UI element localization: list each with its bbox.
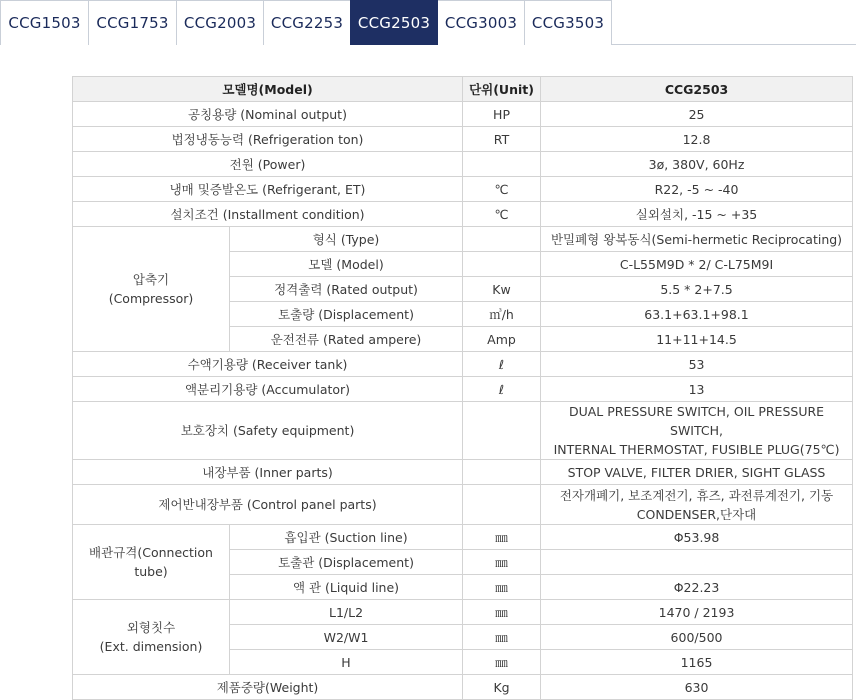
connection-group-label	[73, 525, 230, 600]
table-row	[73, 127, 853, 152]
table-row	[73, 352, 853, 377]
table-row	[73, 525, 853, 550]
safety-value-line1: DUAL PRESSURE SWITCH, OIL PRESSURE SWITCH,	[568, 404, 825, 438]
row-value: 53	[541, 352, 853, 377]
row-unit: ㎜	[463, 550, 541, 575]
row-value: 실외설치, -15 ~ +35	[541, 202, 853, 227]
row-label: 내장부품 (Inner parts)	[73, 460, 463, 485]
table-header-row	[73, 77, 853, 102]
row-label: 형식 (Type)	[230, 227, 463, 252]
row-value: Φ22.23	[541, 575, 853, 600]
row-unit: ㎜	[463, 650, 541, 675]
row-value: 1470 / 2193	[541, 600, 853, 625]
table-row	[73, 102, 853, 127]
safety-value-line2: INTERNAL THERMOSTAT, FUSIBLE PLUG(75℃)	[553, 442, 840, 457]
row-unit: ㎥/h	[463, 302, 541, 327]
table-row	[73, 485, 853, 525]
table-row	[73, 177, 853, 202]
row-value: 63.1+63.1+98.1	[541, 302, 853, 327]
row-unit: ℓ	[463, 377, 541, 402]
row-label: 토출관 (Displacement)	[230, 550, 463, 575]
table-row	[73, 402, 853, 460]
row-value	[541, 550, 853, 575]
table-row	[73, 460, 853, 485]
row-value: 3ø, 380V, 60Hz	[541, 152, 853, 177]
row-unit: ㎜	[463, 575, 541, 600]
row-unit	[463, 252, 541, 277]
row-label: 운전전류 (Rated ampere)	[230, 327, 463, 352]
row-value: 반밀폐형 왕복동식(Semi-hermetic Reciprocating)	[541, 227, 853, 252]
row-value: 600/500	[541, 625, 853, 650]
row-label: 제품중량(Weight)	[73, 675, 463, 700]
row-label: 설치조건 (Installment condition)	[73, 202, 463, 227]
row-label: 공칭용량 (Nominal output)	[73, 102, 463, 127]
row-label: 토출량 (Displacement)	[230, 302, 463, 327]
row-value: 11+11+14.5	[541, 327, 853, 352]
tab-ccg1753[interactable]: CCG1753	[88, 0, 177, 45]
tab-ccg2003[interactable]: CCG2003	[176, 0, 264, 45]
dimension-label-en: (Ext. dimension)	[99, 639, 203, 654]
tab-ccg1503[interactable]: CCG1503	[0, 0, 89, 45]
spec-table	[72, 76, 853, 700]
header-model: 모델명(Model)	[73, 77, 463, 102]
table-row	[73, 202, 853, 227]
row-value: 5.5 * 2+7.5	[541, 277, 853, 302]
tab-ccg2253[interactable]: CCG2253	[263, 0, 351, 45]
row-label: W2/W1	[230, 625, 463, 650]
row-label: 법정냉동능력 (Refrigeration ton)	[73, 127, 463, 152]
row-label: 냉매 및증발온도 (Refrigerant, ET)	[73, 177, 463, 202]
row-value: 630	[541, 675, 853, 700]
row-label: 보호장치 (Safety equipment)	[73, 402, 463, 460]
row-label: 모델 (Model)	[230, 252, 463, 277]
dimension-label-ko: 외형칫수	[126, 620, 176, 635]
row-value: STOP VALVE, FILTER DRIER, SIGHT GLASS	[541, 460, 853, 485]
row-label: 전원 (Power)	[73, 152, 463, 177]
row-unit: HP	[463, 102, 541, 127]
table-row	[73, 600, 853, 625]
row-unit	[463, 485, 541, 525]
tab-ccg3503[interactable]: CCG3503	[524, 0, 612, 45]
row-unit: Amp	[463, 327, 541, 352]
row-label: L1/L2	[230, 600, 463, 625]
row-unit: Kw	[463, 277, 541, 302]
compressor-label-en: (Compressor)	[108, 291, 194, 306]
row-value: Φ53.98	[541, 525, 853, 550]
compressor-group-label	[73, 227, 230, 352]
row-unit: ℃	[463, 177, 541, 202]
row-value: 13	[541, 377, 853, 402]
row-value	[541, 402, 853, 460]
row-label: 흡입관 (Suction line)	[230, 525, 463, 550]
row-value: 1165	[541, 650, 853, 675]
row-value: 12.8	[541, 127, 853, 152]
row-value	[541, 485, 853, 525]
row-label: 제어반내장부품 (Control panel parts)	[73, 485, 463, 525]
dimension-group-label	[73, 600, 230, 675]
row-value: R22, -5 ~ -40	[541, 177, 853, 202]
control-value-line2: CONDENSER,단자대	[636, 506, 757, 522]
header-value: CCG2503	[541, 77, 853, 102]
row-value: 25	[541, 102, 853, 127]
row-unit	[463, 460, 541, 485]
model-tab-bar	[0, 0, 856, 45]
row-label: 수액기용량 (Receiver tank)	[73, 352, 463, 377]
row-label: 액 관 (Liquid line)	[230, 575, 463, 600]
row-label: H	[230, 650, 463, 675]
row-unit: ℓ	[463, 352, 541, 377]
control-value-line1: 전자개폐기, 보조계전기, 휴즈, 과전류계전기, 기동	[559, 487, 834, 503]
compressor-label-ko: 압축기	[132, 272, 170, 287]
row-unit: ℃	[463, 202, 541, 227]
row-unit	[463, 402, 541, 460]
row-unit: ㎜	[463, 625, 541, 650]
row-unit: ㎜	[463, 525, 541, 550]
row-label: 정격출력 (Rated output)	[230, 277, 463, 302]
connection-label-line2: tube)	[134, 564, 168, 579]
row-unit: ㎜	[463, 600, 541, 625]
row-value: C-L55M9D * 2/ C-L75M9I	[541, 252, 853, 277]
tab-ccg3003[interactable]: CCG3003	[437, 0, 525, 45]
table-row	[73, 227, 853, 252]
row-unit: Kg	[463, 675, 541, 700]
header-unit: 단위(Unit)	[463, 77, 541, 102]
table-row	[73, 377, 853, 402]
row-unit	[463, 227, 541, 252]
row-label: 액분리기용량 (Accumulator)	[73, 377, 463, 402]
row-unit	[463, 152, 541, 177]
connection-label-line1: 배관규격(Connection	[89, 545, 213, 560]
tab-ccg2503[interactable]: CCG2503	[350, 0, 438, 45]
table-row	[73, 152, 853, 177]
row-unit: RT	[463, 127, 541, 152]
